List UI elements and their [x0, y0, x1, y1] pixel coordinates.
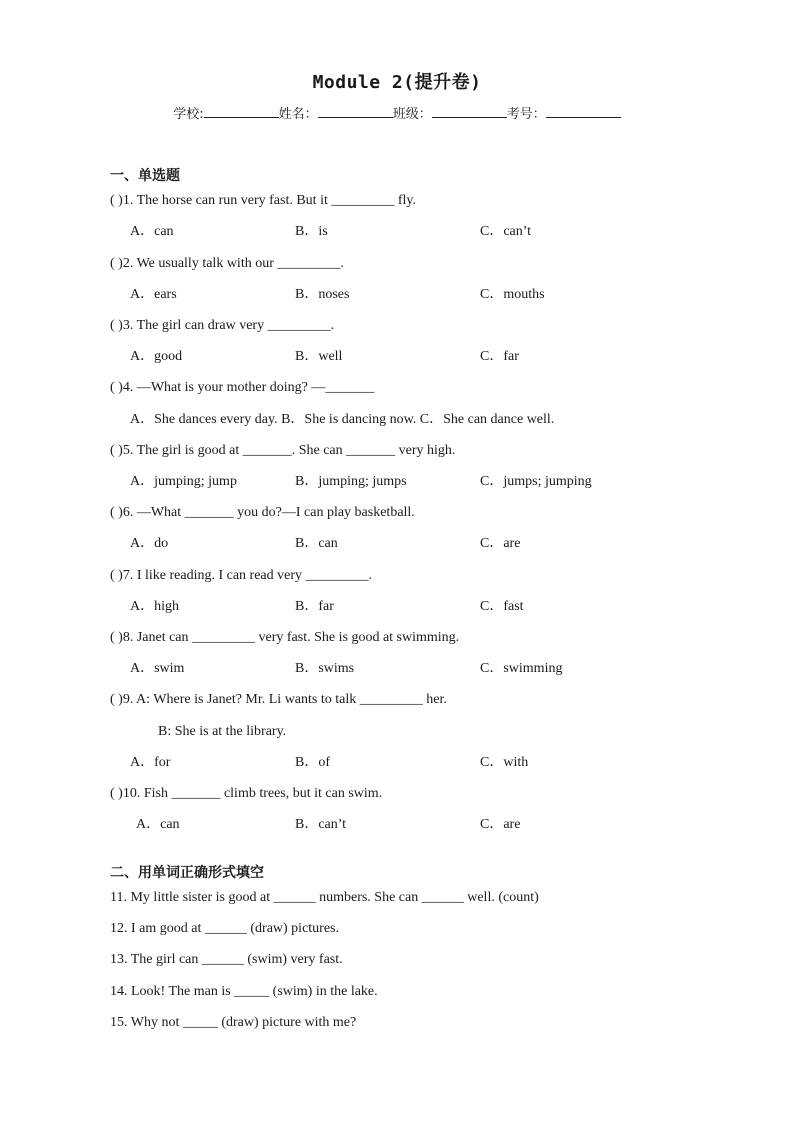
- fill-item-12: 12. I am good at ______ (draw) pictures.: [110, 921, 339, 936]
- question-10: ( )10. Fish _______ climb trees, but it can swim.: [110, 786, 383, 801]
- section-heading-fill-blank: 二、用单词正确形式填空: [110, 865, 264, 881]
- q10-option-c[interactable]: C．are: [480, 817, 521, 832]
- q7-option-a[interactable]: A．high: [130, 599, 179, 614]
- question-2: ( )2. We usually talk with our _________.: [110, 256, 344, 271]
- q8-option-b[interactable]: B．swims: [295, 661, 355, 676]
- q1-option-c[interactable]: C．can’t: [480, 224, 532, 239]
- q2-option-a[interactable]: A．ears: [130, 287, 177, 302]
- q8-option-a[interactable]: A．swim: [130, 661, 185, 676]
- q1-option-b[interactable]: B．is: [295, 224, 328, 239]
- q1-option-a[interactable]: A．can: [130, 224, 174, 239]
- q9-option-a[interactable]: A．for: [130, 755, 171, 770]
- question-9-dialogue-b: B: She is at the library.: [158, 724, 287, 739]
- class-label: 班级：: [392, 107, 432, 122]
- q10-option-b[interactable]: B．can’t: [295, 817, 347, 832]
- school-label: 学校:: [173, 107, 204, 122]
- q6-option-a[interactable]: A．do: [130, 536, 169, 551]
- number-blank[interactable]: [546, 105, 621, 118]
- question-6: ( )6. —What _______ you do?—I can play basketball.: [110, 505, 415, 520]
- q7-option-c[interactable]: C．fast: [480, 599, 524, 614]
- page-title: Module 2(提升卷): [312, 72, 482, 93]
- question-3: ( )3. The girl can draw very _________.: [110, 318, 335, 333]
- q3-option-b[interactable]: B．well: [295, 349, 343, 364]
- q4-options[interactable]: A．She dances every day. B．She is dancing now. C．She can dance well.: [130, 412, 555, 427]
- fill-item-13: 13. The girl can ______ (swim) very fast.: [110, 952, 343, 967]
- question-7: ( )7. I like reading. I can read very _________.: [110, 568, 373, 583]
- school-blank[interactable]: [204, 105, 279, 118]
- q10-option-a[interactable]: A．can: [136, 817, 180, 832]
- number-label: 考号：: [506, 107, 546, 122]
- q2-option-b[interactable]: B．noses: [295, 287, 350, 302]
- name-label: 姓名：: [278, 107, 318, 122]
- question-1: ( )1. The horse can run very fast. But it _________ fly.: [110, 193, 416, 208]
- q5-option-c[interactable]: C．jumps; jumping: [480, 474, 592, 489]
- q9-option-c[interactable]: C．with: [480, 755, 529, 770]
- q6-option-c[interactable]: C．are: [480, 536, 521, 551]
- q2-option-c[interactable]: C．mouths: [480, 287, 545, 302]
- question-5: ( )5. The girl is good at _______. She can _______ very high.: [110, 443, 456, 458]
- fill-item-15: 15. Why not _____ (draw) picture with me?: [110, 1015, 357, 1030]
- class-blank[interactable]: [432, 105, 507, 118]
- q5-option-a[interactable]: A．jumping; jump: [130, 474, 237, 489]
- q9-option-b[interactable]: B．of: [295, 755, 330, 770]
- question-9: ( )9. A: Where is Janet? Mr. Li wants to talk _________ her.: [110, 692, 447, 707]
- section-heading-multiple-choice: 一、单选题: [110, 168, 180, 184]
- q6-option-b[interactable]: B．can: [295, 536, 338, 551]
- q7-option-b[interactable]: B．far: [295, 599, 334, 614]
- q3-option-c[interactable]: C．far: [480, 349, 519, 364]
- q5-option-b[interactable]: B．jumping; jumps: [295, 474, 407, 489]
- fill-item-14: 14. Look! The man is _____ (swim) in the lake.: [110, 984, 378, 999]
- q3-option-a[interactable]: A．good: [130, 349, 183, 364]
- fill-item-11: 11. My little sister is good at ______ numbers. She can ______ well. (count): [110, 890, 539, 905]
- q8-option-c[interactable]: C．swimming: [480, 661, 563, 676]
- question-4: ( )4. —What is your mother doing? —_______: [110, 380, 375, 395]
- question-8: ( )8. Janet can _________ very fast. She is good at swimming.: [110, 630, 460, 645]
- name-blank[interactable]: [318, 105, 393, 118]
- student-info-row: [0, 103, 794, 122]
